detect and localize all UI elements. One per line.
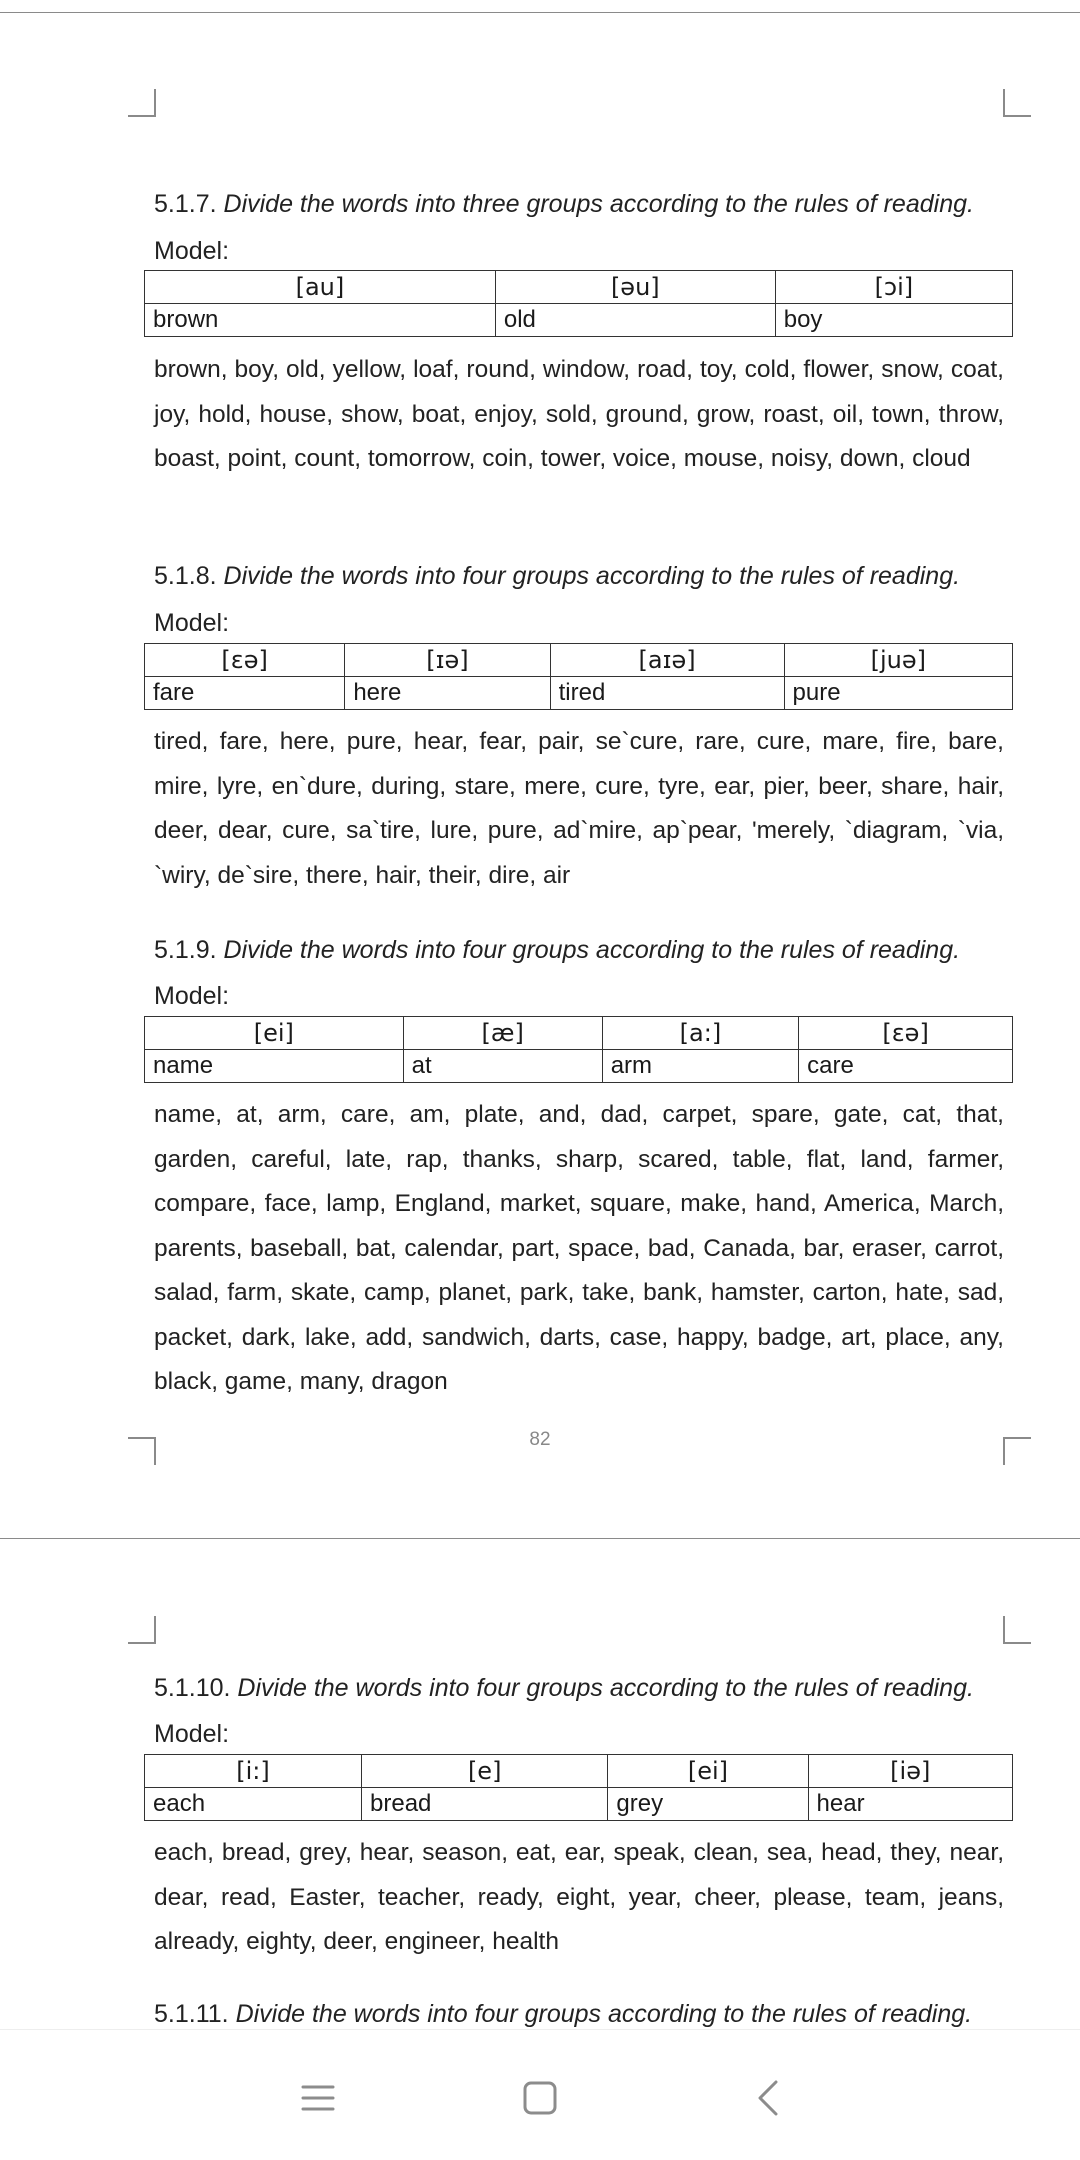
model-table	[144, 643, 1013, 710]
crop-mark-top-left	[128, 89, 156, 117]
word-list: each, bread, grey, hear, season, eat, ear, speak, clean, sea, head, they, near, dear, read, Easter, teacher, ready, eight, year, cheer, please, team, jeans, already, eighty, deer, engineer, health	[154, 1839, 1004, 1955]
example-word: care	[799, 1050, 1013, 1083]
exercise-number: 5.1.10.	[154, 1674, 231, 1702]
model-table	[144, 1016, 1013, 1083]
word-list: tired, fare, here, pure, hear, fear, pair, se`cure, rare, cure, mare, fire, bare, mire, lyre, en`dure, during, stare, mere, cure, tyre, ear, pier, beer, share, hair, deer, dear, cure, sa`tire, lure, pure, ad`mire, ap`pear, 'merely, `diagram, `via, `wiry, de`sire, there, hair, their, dire, air	[154, 728, 1004, 889]
home-button[interactable]	[510, 2070, 570, 2126]
phoneme-header: [ɔi]	[775, 271, 1012, 304]
crop-mark-top-right	[1003, 1616, 1031, 1644]
example-word: hear	[808, 1788, 1012, 1821]
back-button[interactable]	[738, 2070, 798, 2126]
example-word: here	[345, 677, 550, 710]
crop-mark-bottom-left	[128, 1437, 156, 1465]
phoneme-header: [əu]	[495, 271, 775, 304]
exercise-number: 5.1.8.	[154, 562, 217, 590]
phoneme-header: [iə]	[808, 1755, 1012, 1788]
example-word: boy	[775, 304, 1012, 337]
model-label: Model:	[154, 1720, 230, 1748]
model-table	[144, 270, 1013, 337]
crop-mark-top-right	[1003, 89, 1031, 117]
example-word: bread	[362, 1788, 608, 1821]
example-word: each	[145, 1788, 362, 1821]
word-list: brown, boy, old, yellow, loaf, round, window, road, toy, cold, flower, snow, coat, joy, hold, house, show, boat, enjoy, sold, ground, grow, roast, oil, town, throw, boast, point, count, tomorrow, coin, tower, voice, mouse, noisy, down, cloud	[154, 356, 1004, 472]
document-page-82	[0, 13, 1080, 1538]
exercise-heading	[154, 562, 960, 591]
crop-mark-top-left	[128, 1616, 156, 1644]
exercise-number: 5.1.9.	[154, 936, 217, 964]
phoneme-header: [a:]	[602, 1017, 798, 1050]
exercise-number: 5.1.7.	[154, 190, 217, 218]
example-word: arm	[602, 1050, 798, 1083]
example-word: at	[403, 1050, 602, 1083]
phoneme-header: [i:]	[145, 1755, 362, 1788]
model-label: Model:	[154, 982, 230, 1010]
home-icon	[523, 2081, 557, 2115]
word-list: name, at, arm, care, am, plate, and, dad, carpet, spare, gate, cat, that, garden, careful, late, rap, thanks, sharp, scared, table, flat, land, farmer, compare, face, lamp, England, market, square, make, hand, America, March, parents, baseball, bat, calendar, part, space, bad, Canada, bar, eraser, carrot, salad, farm, skate, camp, planet, park, take, bank, hamster, carton, hate, sad, packet, dark, lake, add, sandwich, darts, case, happy, badge, art, place, any, black, game, many, dragon	[154, 1101, 1004, 1395]
exercise-number: 5.1.11.	[154, 2000, 229, 2028]
exercise-heading	[154, 2000, 972, 2029]
page-number: 82	[529, 1429, 551, 1450]
example-word: fare	[145, 677, 345, 710]
phoneme-header: [ɛə]	[799, 1017, 1013, 1050]
phoneme-header: [ɛə]	[145, 644, 345, 677]
phoneme-header: [ei]	[608, 1755, 808, 1788]
exercise-instruction: Divide the words into four groups according to the rules of reading.	[223, 562, 961, 590]
menu-icon	[301, 2083, 335, 2113]
example-word: pure	[784, 677, 1012, 710]
exercise-instruction: Divide the words into three groups according to the rules of reading.	[223, 190, 974, 218]
example-word: old	[495, 304, 775, 337]
phoneme-header: [aɪə]	[550, 644, 784, 677]
menu-button[interactable]	[288, 2070, 348, 2126]
phoneme-header: [e]	[362, 1755, 608, 1788]
model-label: Model:	[154, 609, 230, 637]
phoneme-header: [juə]	[784, 644, 1012, 677]
exercise-instruction: Divide the words into four groups according to the rules of reading.	[223, 936, 961, 964]
document-page-83	[0, 1539, 1080, 2029]
exercise-instruction: Divide the words into four groups according to the rules of reading.	[235, 2000, 973, 2028]
exercise-heading	[154, 190, 974, 219]
phoneme-header: [ɪə]	[345, 644, 550, 677]
crop-mark-bottom-right	[1003, 1437, 1031, 1465]
example-word: brown	[145, 304, 496, 337]
example-word: tired	[550, 677, 784, 710]
phoneme-header: [au]	[145, 271, 496, 304]
example-word: name	[145, 1050, 404, 1083]
exercise-instruction: Divide the words into four groups according to the rules of reading.	[237, 1674, 974, 1702]
back-icon	[756, 2079, 780, 2117]
example-word: grey	[608, 1788, 808, 1821]
model-label: Model:	[154, 237, 230, 265]
phoneme-header: [æ]	[403, 1017, 602, 1050]
exercise-heading	[154, 1674, 974, 1703]
phoneme-header: [ei]	[145, 1017, 404, 1050]
model-table	[144, 1754, 1013, 1821]
navigation-bar	[0, 2029, 1080, 2160]
exercise-heading	[154, 936, 960, 965]
